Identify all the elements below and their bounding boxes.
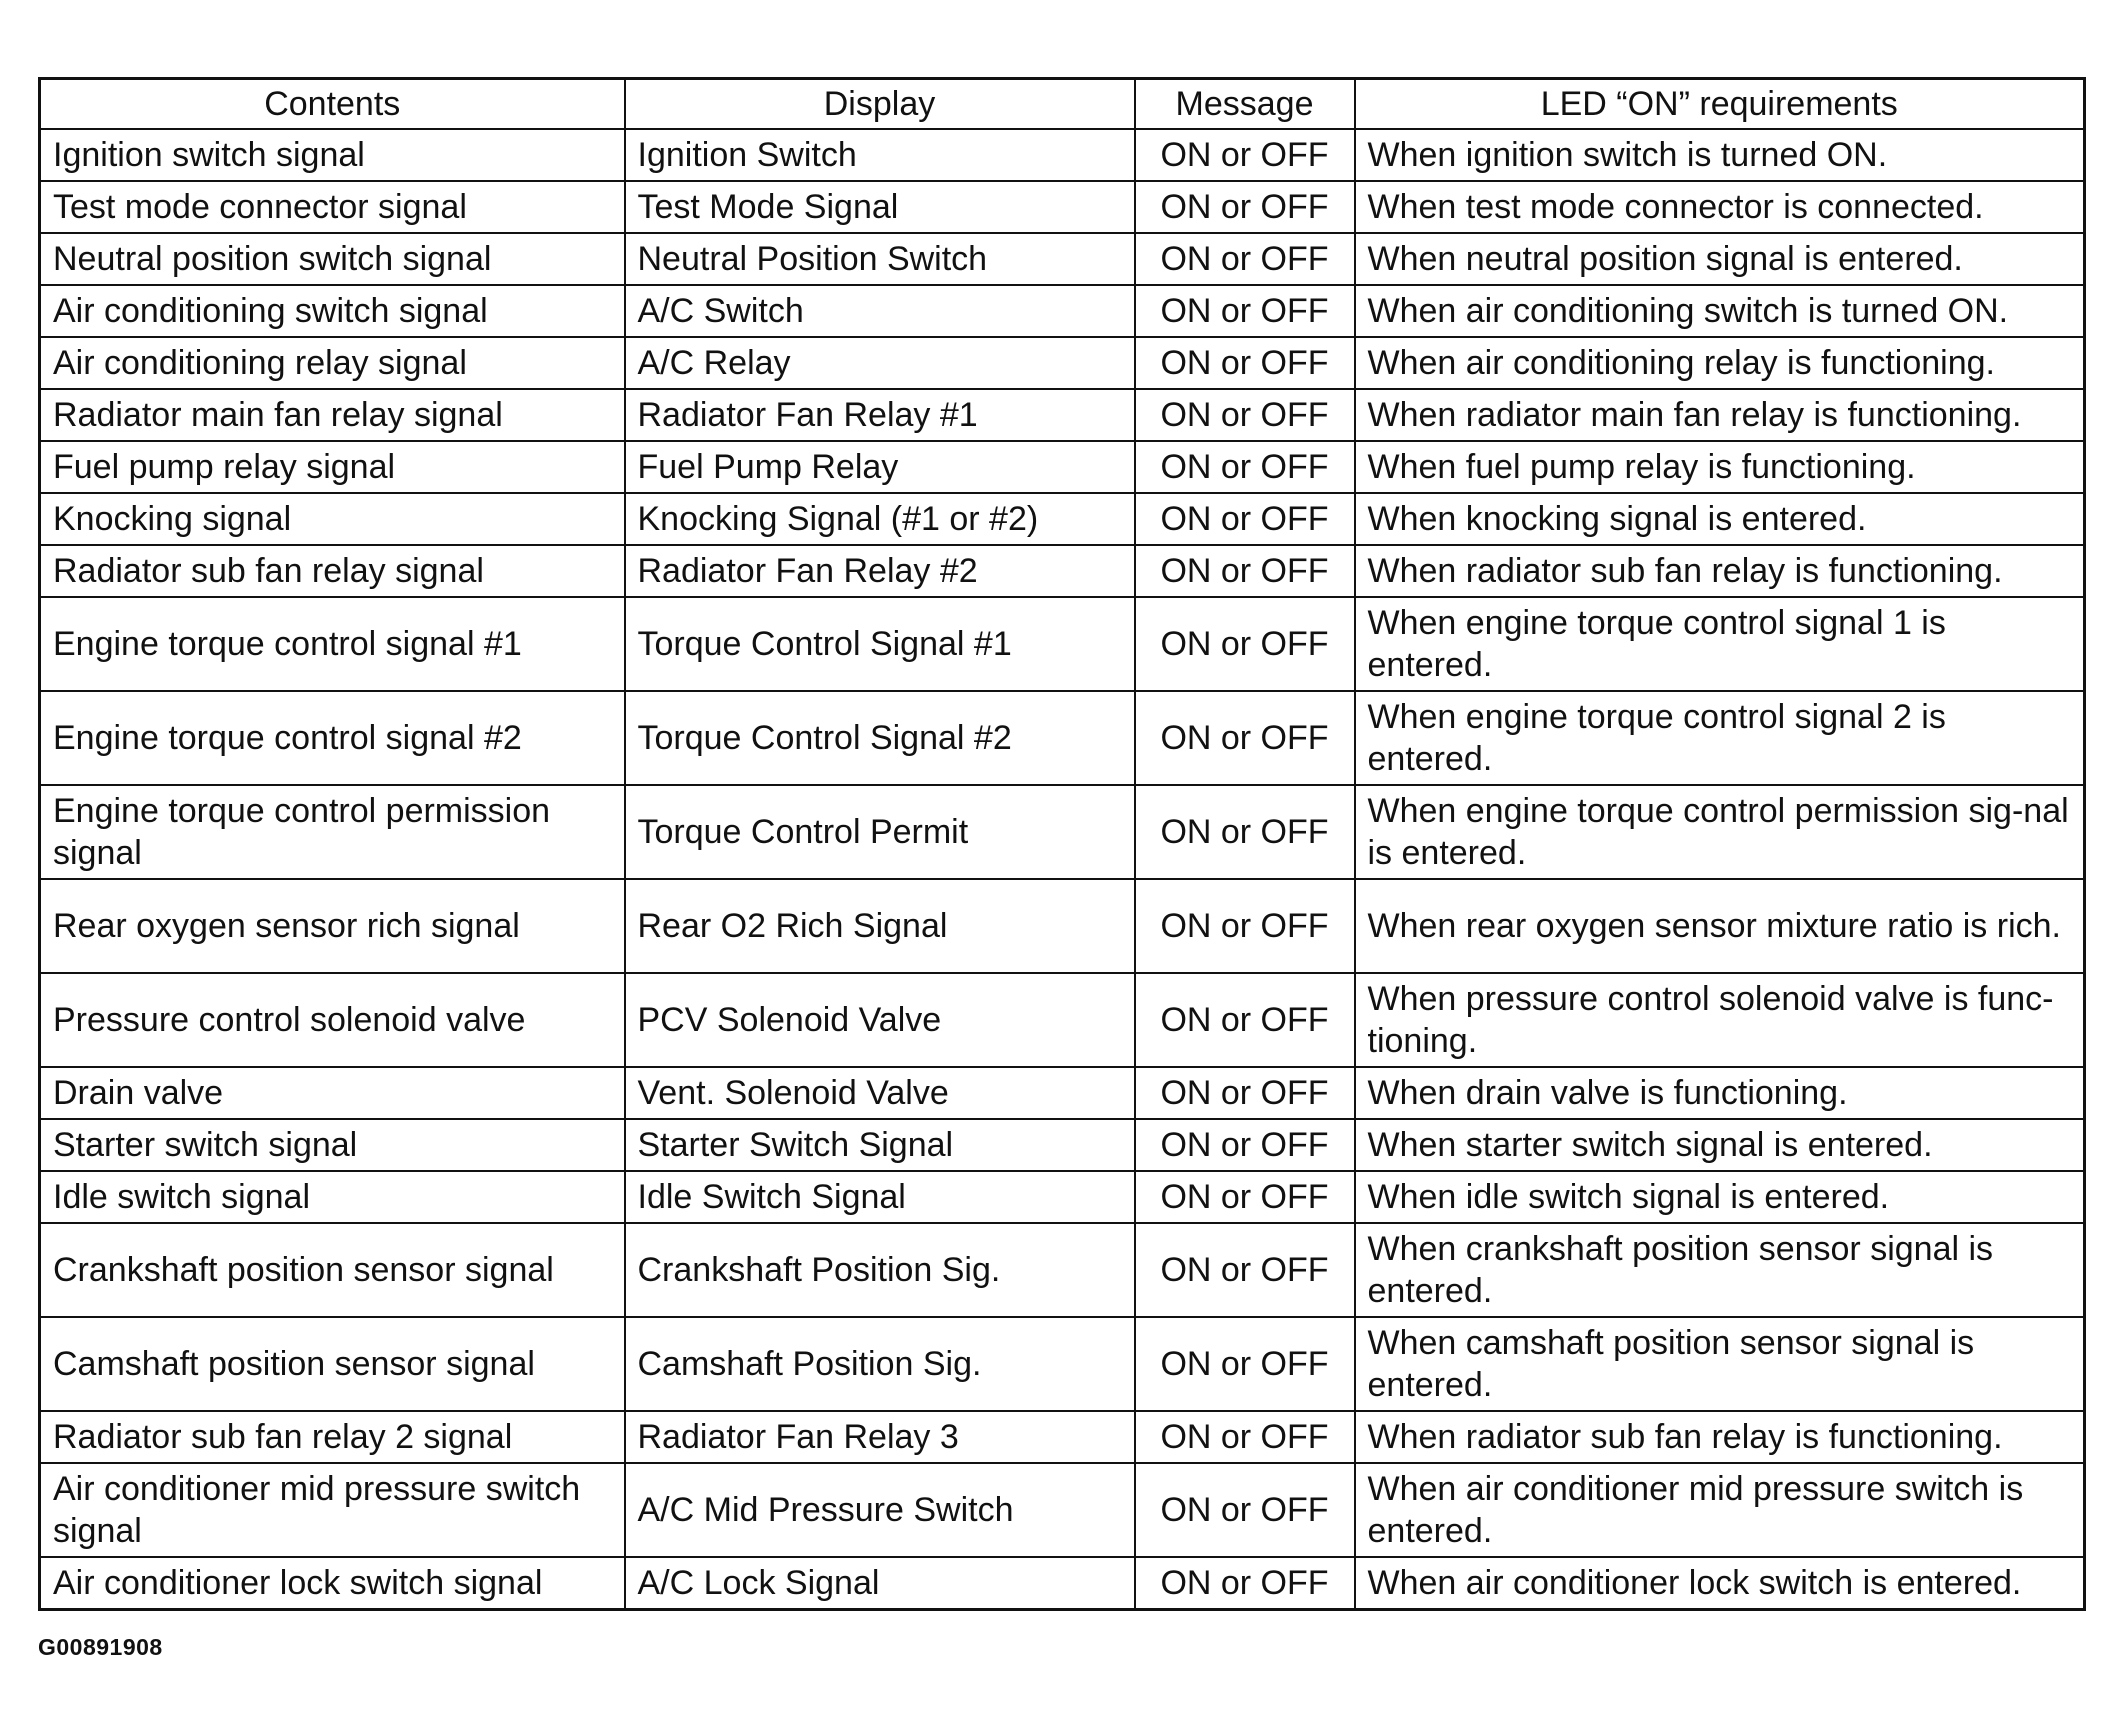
table-header-row [40, 79, 2085, 130]
cell-contents: Air conditioning relay signal [40, 337, 625, 389]
cell-message: ON or OFF [1135, 181, 1355, 233]
table-row [40, 1223, 2085, 1317]
table-row [40, 691, 2085, 785]
header-led-requirements: LED “ON” requirements [1355, 79, 2085, 130]
header-message: Message [1135, 79, 1355, 130]
cell-message: ON or OFF [1135, 1119, 1355, 1171]
cell-display: Radiator Fan Relay #1 [625, 389, 1135, 441]
cell-led-requirement: When starter switch signal is entered. [1355, 1119, 2085, 1171]
cell-contents: Engine torque control signal #1 [40, 597, 625, 691]
cell-led-requirement: When drain valve is functioning. [1355, 1067, 2085, 1119]
cell-message: ON or OFF [1135, 441, 1355, 493]
cell-message: ON or OFF [1135, 785, 1355, 879]
cell-led-requirement: When fuel pump relay is functioning. [1355, 441, 2085, 493]
figure-id: G00891908 [38, 1634, 163, 1660]
header-contents: Contents [40, 79, 625, 130]
table-row [40, 1119, 2085, 1171]
cell-contents: Knocking signal [40, 493, 625, 545]
cell-message: ON or OFF [1135, 545, 1355, 597]
table-row [40, 597, 2085, 691]
table-row [40, 129, 2085, 181]
cell-contents: Radiator sub fan relay 2 signal [40, 1411, 625, 1463]
cell-contents: Crankshaft position sensor signal [40, 1223, 625, 1317]
cell-led-requirement: When air conditioning relay is functioning. [1355, 337, 2085, 389]
table-row [40, 285, 2085, 337]
cell-display: Neutral Position Switch [625, 233, 1135, 285]
table-row [40, 441, 2085, 493]
cell-display: A/C Switch [625, 285, 1135, 337]
cell-contents: Engine torque control permission signal [40, 785, 625, 879]
led-requirements-table [38, 77, 2086, 1611]
cell-led-requirement: When radiator sub fan relay is functioning. [1355, 1411, 2085, 1463]
cell-contents: Rear oxygen sensor rich signal [40, 879, 625, 973]
cell-message: ON or OFF [1135, 1317, 1355, 1411]
cell-led-requirement: When radiator main fan relay is functioning. [1355, 389, 2085, 441]
cell-led-requirement: When knocking signal is entered. [1355, 493, 2085, 545]
cell-led-requirement: When air conditioner mid pressure switch is entered. [1355, 1463, 2085, 1557]
cell-led-requirement: When rear oxygen sensor mixture ratio is rich. [1355, 879, 2085, 973]
cell-display: Ignition Switch [625, 129, 1135, 181]
cell-message: ON or OFF [1135, 1411, 1355, 1463]
cell-message: ON or OFF [1135, 879, 1355, 973]
cell-message: ON or OFF [1135, 1463, 1355, 1557]
cell-display: Idle Switch Signal [625, 1171, 1135, 1223]
cell-message: ON or OFF [1135, 233, 1355, 285]
cell-contents: Radiator main fan relay signal [40, 389, 625, 441]
cell-contents: Engine torque control signal #2 [40, 691, 625, 785]
table-row [40, 545, 2085, 597]
cell-contents: Air conditioning switch signal [40, 285, 625, 337]
cell-contents: Air conditioner mid pressure switch signal [40, 1463, 625, 1557]
cell-display: Knocking Signal (#1 or #2) [625, 493, 1135, 545]
cell-contents: Starter switch signal [40, 1119, 625, 1171]
cell-led-requirement: When radiator sub fan relay is functioning. [1355, 545, 2085, 597]
cell-contents: Drain valve [40, 1067, 625, 1119]
cell-message: ON or OFF [1135, 1067, 1355, 1119]
cell-contents: Radiator sub fan relay signal [40, 545, 625, 597]
table-row [40, 181, 2085, 233]
cell-contents: Camshaft position sensor signal [40, 1317, 625, 1411]
table-row [40, 389, 2085, 441]
table-row [40, 1557, 2085, 1610]
cell-display: PCV Solenoid Valve [625, 973, 1135, 1067]
cell-led-requirement: When idle switch signal is entered. [1355, 1171, 2085, 1223]
cell-led-requirement: When engine torque control signal 2 is entered. [1355, 691, 2085, 785]
cell-message: ON or OFF [1135, 389, 1355, 441]
cell-contents: Pressure control solenoid valve [40, 973, 625, 1067]
cell-display: A/C Relay [625, 337, 1135, 389]
table-row [40, 879, 2085, 973]
cell-led-requirement: When air conditioner lock switch is entered. [1355, 1557, 2085, 1610]
cell-message: ON or OFF [1135, 691, 1355, 785]
cell-led-requirement: When test mode connector is connected. [1355, 181, 2085, 233]
cell-display: Torque Control Signal #2 [625, 691, 1135, 785]
cell-display: Test Mode Signal [625, 181, 1135, 233]
table-row [40, 1317, 2085, 1411]
table-row [40, 337, 2085, 389]
cell-message: ON or OFF [1135, 973, 1355, 1067]
cell-contents: Air conditioner lock switch signal [40, 1557, 625, 1610]
cell-display: Starter Switch Signal [625, 1119, 1135, 1171]
cell-message: ON or OFF [1135, 1557, 1355, 1610]
cell-display: Fuel Pump Relay [625, 441, 1135, 493]
cell-contents: Neutral position switch signal [40, 233, 625, 285]
cell-led-requirement: When camshaft position sensor signal is entered. [1355, 1317, 2085, 1411]
table-row [40, 785, 2085, 879]
cell-led-requirement: When neutral position signal is entered. [1355, 233, 2085, 285]
cell-display: Vent. Solenoid Valve [625, 1067, 1135, 1119]
cell-led-requirement: When engine torque control signal 1 is entered. [1355, 597, 2085, 691]
header-display: Display [625, 79, 1135, 130]
table-row [40, 493, 2085, 545]
cell-contents: Idle switch signal [40, 1171, 625, 1223]
cell-display: Radiator Fan Relay 3 [625, 1411, 1135, 1463]
cell-message: ON or OFF [1135, 337, 1355, 389]
cell-display: Camshaft Position Sig. [625, 1317, 1135, 1411]
table-row [40, 1411, 2085, 1463]
cell-display: A/C Lock Signal [625, 1557, 1135, 1610]
cell-message: ON or OFF [1135, 1171, 1355, 1223]
cell-message: ON or OFF [1135, 597, 1355, 691]
cell-message: ON or OFF [1135, 285, 1355, 337]
table-row [40, 1067, 2085, 1119]
cell-contents: Fuel pump relay signal [40, 441, 625, 493]
cell-display: Rear O2 Rich Signal [625, 879, 1135, 973]
table-row [40, 233, 2085, 285]
cell-led-requirement: When pressure control solenoid valve is func-tioning. [1355, 973, 2085, 1067]
table-row [40, 973, 2085, 1067]
cell-led-requirement: When engine torque control permission sig-nal is entered. [1355, 785, 2085, 879]
table-row [40, 1171, 2085, 1223]
cell-led-requirement: When air conditioning switch is turned ON. [1355, 285, 2085, 337]
cell-display: Torque Control Permit [625, 785, 1135, 879]
cell-message: ON or OFF [1135, 129, 1355, 181]
table-row [40, 1463, 2085, 1557]
cell-contents: Ignition switch signal [40, 129, 625, 181]
cell-led-requirement: When ignition switch is turned ON. [1355, 129, 2085, 181]
cell-contents: Test mode connector signal [40, 181, 625, 233]
cell-display: A/C Mid Pressure Switch [625, 1463, 1135, 1557]
cell-display: Radiator Fan Relay #2 [625, 545, 1135, 597]
cell-message: ON or OFF [1135, 493, 1355, 545]
cell-led-requirement: When crankshaft position sensor signal is entered. [1355, 1223, 2085, 1317]
cell-display: Torque Control Signal #1 [625, 597, 1135, 691]
cell-display: Crankshaft Position Sig. [625, 1223, 1135, 1317]
cell-message: ON or OFF [1135, 1223, 1355, 1317]
